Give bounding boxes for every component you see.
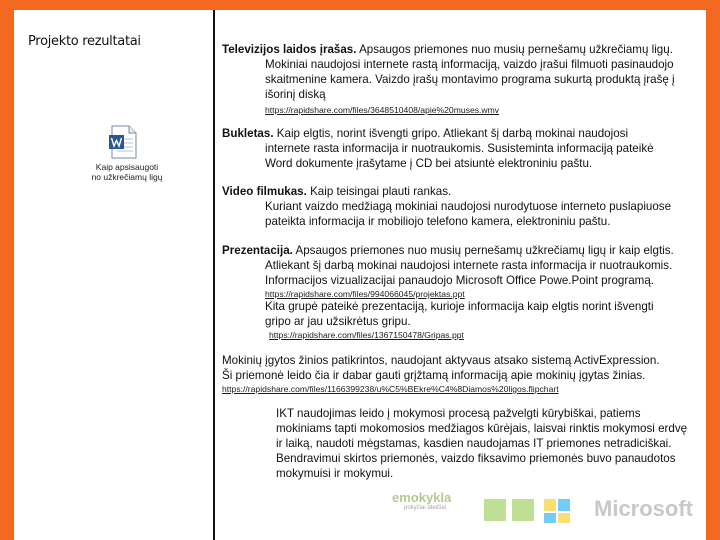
slide <box>14 10 706 540</box>
document-caption: Kaip apsisaugoti no užkrečiamų ligų <box>91 162 163 182</box>
presentation-link[interactable]: https://rapidshare.com/files/994066045/projektas.ppt <box>265 289 465 299</box>
presentation-section: Prezentacija. Apsaugos priemones nuo musių pernešamų užkrečiamų ligų ir kaip elgtis. Atliekant šį darbą mokinai naudojosi internete rasta informacija ir nuotraukomis. Informacijos vizualizacijai panaudojo Microsoft Office Powe.Point programą. <box>222 244 674 287</box>
video-diary-link[interactable]: https://rapidshare.com/files/3648510408/apie%20muses.wmv <box>265 105 500 115</box>
video-diary-section: Televizijos laidos įrašas. Apsaugos priemones nuo musių pernešamų užkrečiamų ligų. Mokiniai naudojosi internete rastą informaciją, vaizdo įrašui filmuoti pasinaudojo skaitmenine kamera. Vaizdo įrašų montavimo programa sukurtą produktą įrašę į išorinį diską <box>222 43 675 101</box>
video-film-section: Video filmukas. Kaip teisingai plauti rankas. Kuriant vaizdo medžiagą mokiniai naudojosi nurodytuose interneto puslapiuose pateikta informacija ir mobiliojo telefono kamera, elektroniniu paštu. <box>222 185 672 228</box>
activexpression-section: Mokinių įgytos žinios patikrintos, naudojant aktyvaus atsako sistemą ActivExpression. Ši priemonė leido čia ir dabar gauti grįžtamą informaciją apie mokinių įgytas žinias. <box>222 354 660 382</box>
emokykla-logo: emokykla pokyčiai ateičiai <box>392 490 452 511</box>
conclusion-section: IKT naudojimas leido į mokymosi procesą pažvelgti kūrybiškai, patiems mokiniams tapti mokomosios medžiagos kūrėjais, laisvai rinktis mokymosi erdvę ir laiką, naudoti mėgstamas, kasdien naudojamas IT priemones netradiciškai. Bendravimui skirtos priemonės, vaizdo fiksavimo priemonės buvo panaudotos mokymuisi ir mokymui. <box>276 407 688 480</box>
ms-logo-mark <box>484 495 574 525</box>
slide-title: Projekto rezultatai <box>28 34 141 49</box>
column-divider <box>213 10 215 540</box>
word-document-icon[interactable] <box>109 125 139 159</box>
flu-presentation-link[interactable]: https://rapidshare.com/files/1367150478/Gripas.ppt <box>269 330 464 340</box>
microsoft-logo: Microsoft <box>594 496 693 521</box>
flipchart-link[interactable]: https://rapidshare.com/files/1166399238/u%C5%BEkre%C4%8Diamos%20ligos.flipchart <box>222 384 559 394</box>
booklet-section: Bukletas. Kaip elgtis, norint išvengti gripo. Atliekant šį darbą mokinai naudojosi internete rasta informacija ir nuotraukomis. Susisteminta informaciją pateikė Word dokumente įrašytame į CD bei atsiuntė elektroniniu paštu. <box>222 127 654 170</box>
presentation-extra: Kita grupė pateikė prezentaciją, kurioje informacija kaip elgtis norint išvengti gripo ar jau užsikrėtus gripu. <box>265 300 654 328</box>
